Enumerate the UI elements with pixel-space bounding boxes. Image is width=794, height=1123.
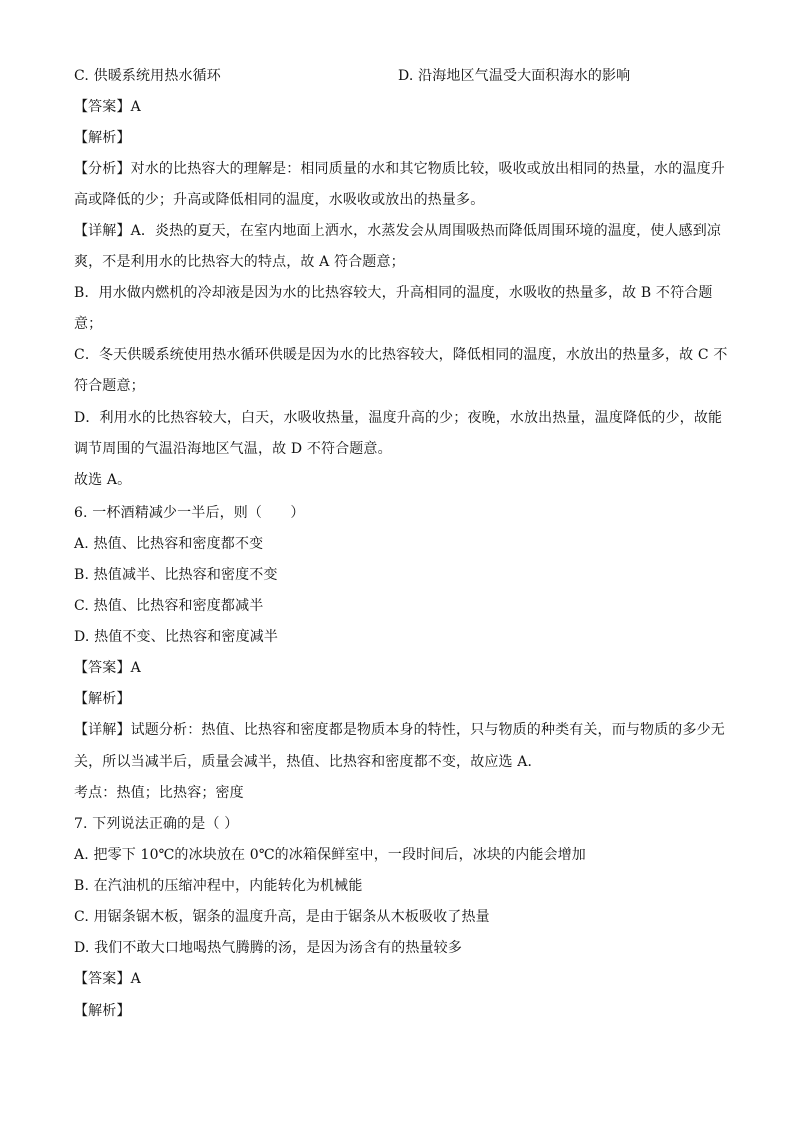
q6-kaodian: 考点：热值；比热容；密度 bbox=[74, 785, 244, 801]
q5-fenxi-line-2: 高或降低的少；升高或降低相同的温度，水吸收或放出的热量多。 bbox=[74, 192, 485, 208]
q5-detail-line-8: 调节周围的气温沿海地区气温，故 D 不符合题意。 bbox=[74, 441, 392, 457]
q6-option-d: D. 热值不变、比热容和密度减半 bbox=[74, 629, 279, 645]
q6-answer: 【答案】A bbox=[74, 660, 141, 676]
q6-detail-line-2: 关，所以当减半后，质量会减半，热值、比热容和密度都不变，故应选 A． bbox=[74, 754, 542, 770]
q7-stem: 7. 下列说法正确的是（ ） bbox=[74, 816, 239, 832]
q7-analysis-label: 【解析】 bbox=[74, 1003, 131, 1019]
q5-detail-line-2: 爽，不是利用水的比热容大的特点，故 A 符合题意； bbox=[74, 254, 405, 270]
q7-answer: 【答案】A bbox=[74, 971, 141, 987]
q5-detail-line-4: 意； bbox=[74, 316, 103, 332]
q6-detail-line-1: 【详解】试题分析：热值、比热容和密度都是物质本身的特性，只与物质的种类有关，而与物质的多少无 bbox=[74, 722, 725, 738]
q7-option-d: D. 我们不敢大口地喝热气腾腾的汤，是因为汤含有的热量较多 bbox=[74, 940, 462, 956]
q5-conclusion: 故选 A。 bbox=[74, 472, 132, 488]
q6-stem: 6. 一杯酒精减少一半后，则（ ） bbox=[74, 505, 305, 521]
q5-detail-line-6: 符合题意； bbox=[74, 378, 145, 394]
q5-answer: 【答案】A bbox=[74, 99, 141, 115]
q5-detail-line-7: D．利用水的比热容较大，白天，水吸收热量，温度升高的少；夜晚，水放出热量，温度降低的少，故能 bbox=[74, 410, 723, 426]
q5-analysis-label: 【解析】 bbox=[74, 130, 131, 146]
q5-option-d: D. 沿海地区气温受大面积海水的影响 bbox=[398, 68, 631, 84]
q6-analysis-label: 【解析】 bbox=[74, 691, 131, 707]
q5-detail-line-1: 【详解】A．炎热的夏天，在室内地面上洒水，水蒸发会从周围吸热而降低周围环境的温度，使人感到凉 bbox=[74, 223, 722, 239]
q5-option-c: C. 供暖系统用热水循环 bbox=[74, 68, 221, 84]
q5-fenxi-line-1: 【分析】对水的比热容大的理解是：相同质量的水和其它物质比较，吸收或放出相同的热量，水的温度升 bbox=[74, 161, 725, 177]
q6-option-b: B. 热值减半、比热容和密度不变 bbox=[74, 567, 278, 583]
q7-option-b: B. 在汽油机的压缩冲程中，内能转化为机械能 bbox=[74, 878, 363, 894]
q5-detail-line-3: B．用水做内燃机的冷却液是因为水的比热容较大，升高相同的温度，水吸收的热量多，故 B 不符合题 bbox=[74, 285, 713, 301]
q5-detail-line-5: C．冬天供暖系统使用热水循环供暖是因为水的比热容较大，降低相同的温度，水放出的热量多，故 C 不 bbox=[74, 347, 728, 363]
q6-option-c: C. 热值、比热容和密度都减半 bbox=[74, 598, 264, 614]
q7-option-c: C. 用锯条锯木板，锯条的温度升高，是由于锯条从木板吸收了热量 bbox=[74, 909, 490, 925]
q6-option-a: A. 热值、比热容和密度都不变 bbox=[74, 536, 264, 552]
q7-option-a: A. 把零下 10℃的冰块放在 0℃的冰箱保鲜室中，一段时间后，冰块的内能会增加 bbox=[74, 847, 586, 863]
